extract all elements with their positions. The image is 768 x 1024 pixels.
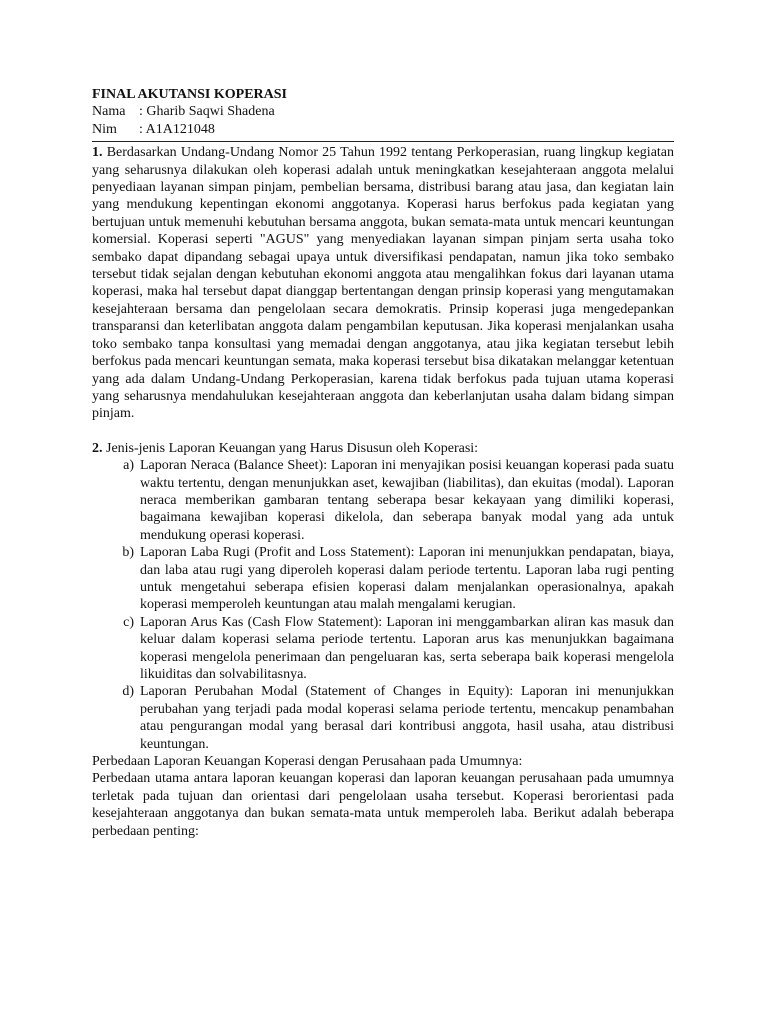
list-item-marker: d)	[122, 684, 134, 700]
paragraph-spacer	[92, 423, 674, 440]
header-divider	[92, 141, 674, 142]
document-title: FINAL AKUTANSI KOPERASI	[92, 87, 288, 102]
answer-2-intro	[92, 440, 674, 457]
name-value: : Gharib Saqwi Shadena	[139, 104, 275, 120]
list-item-text: Laporan Neraca (Balance Sheet): Laporan ini menyajikan posisi keuangan koperasi pada suatu waktu tertentu, dengan menunjukkan aset, kewajiban (liabilitas), dan ekuitas (modal). Laporan neraca memberikan gambaran tentang seberapa besar kekayaan yang dimiliki koperasi, bagaimana kewajiban koperasi dikelola, dan seberapa banyak modal yang ada untuk mendukung operasi koperasi.	[140, 458, 674, 543]
answer-1-text: Berdasarkan Undang-Undang Nomor 25 Tahun 1992 tentang Perkoperasian, ruang lingkup kegiatan yang seharusnya dilakukan oleh koperasi adalah untuk meningkatkan kesejahteraan anggota melalui penyediaan layanan simpan pinjam, pembelian bersama, distribusi barang atau jasa, dan kegiatan lain yang mendukung kepentingan ekonomi anggotanya. Koperasi harus berfokus pada kegiatan yang bertujuan untuk memenuhi kebutuhan bersama anggota, bukan semata-mata untuk mencari keuntungan komersial. Koperasi seperti "AGUS" yang menyediakan layanan simpan pinjam serta usaha toko sembako dapat dipandang sebagai upaya untuk diversifikasi pendapatan, namun jika toko sembako tersebut tidak sejalan dengan kebutuhan ekonomi anggota atau mengalihkan fokus dari layanan utama koperasi, maka hal tersebut dapat dianggap bertentangan dengan prinsip koperasi yang mengutamakan kesejahteraan bersama dan pengelolaan secara demokratis. Prinsip koperasi juga mengedepankan transparansi dan keterlibatan anggota dalam pengambilan keputusan. Jika koperasi menjalankan usaha toko sembako tanpa konsultasi yang memadai dengan anggotanya, atau jika kegiatan tersebut lebih berfokus pada mencari keuntungan semata, maka koperasi tersebut bisa dikatakan melanggar ketentuan yang ada dalam Undang-Undang Perkoperasian, karena tidak berfokus pada tujuan utama koperasi yang seharusnya mendahulukan kesejahteraan anggota dan keberlanjutan usaha dalam bidang simpan pinjam.	[92, 145, 675, 422]
student-nim-row	[92, 121, 674, 138]
difference-heading: Perbedaan Laporan Keuangan Koperasi dengan Perusahaan pada Umumnya:	[92, 754, 523, 770]
list-item	[92, 683, 674, 753]
nim-label: Nim	[92, 121, 117, 137]
report-types-list	[92, 457, 674, 753]
answer-2-number: 2.	[92, 440, 103, 456]
list-item	[92, 457, 674, 544]
list-item-marker: c)	[123, 614, 134, 630]
list-item	[92, 614, 674, 684]
answer-1	[92, 144, 674, 423]
document-body	[92, 86, 674, 840]
student-name-row	[92, 103, 674, 120]
list-item-marker: a)	[123, 458, 134, 474]
answer-1-number: 1.	[92, 145, 103, 161]
difference-text: Perbedaan utama antara laporan keuangan koperasi dan laporan keuangan perusahaan pada umumnya terletak pada tujuan dan orientasi dari pengelolaan usaha tersebut. Koperasi berorientasi pada kesejahteraan anggotanya dan bukan semata-mata untuk memperoleh laba. Berikut adalah beberapa perbedaan penting:	[92, 771, 674, 839]
list-item-text: Laporan Perubahan Modal (Statement of Changes in Equity): Laporan ini menunjukkan perubahan yang terjadi pada modal koperasi selama periode tertentu, mencakup penambahan atau pengurangan modal yang berasal dari kontribusi anggota, hasil usaha, atau distribusi keuntungan.	[140, 684, 674, 752]
list-item	[92, 544, 674, 614]
name-label: Nama	[92, 104, 126, 120]
list-item-text: Laporan Laba Rugi (Profit and Loss Statement): Laporan ini menunjukkan pendapatan, biaya, dan laba atau rugi yang diperoleh koperasi dalam periode tertentu. Laporan laba rugi penting untuk mengetahui seberapa efisien koperasi dalam menjalankan operasionalnya, apakah koperasi memperoleh keuntungan atau malah mengalami kerugian.	[140, 545, 674, 613]
list-item-text: Laporan Arus Kas (Cash Flow Statement): Laporan ini menggambarkan aliran kas masuk dan keluar dalam koperasi selama periode tertentu. Laporan arus kas menunjukkan bagaimana koperasi mengelola penerimaan dan pengeluaran kas, serta seberapa baik koperasi mengelola likuiditas dan solvabilitasnya.	[140, 614, 674, 682]
list-item-marker: b)	[122, 545, 134, 561]
nim-value: : A1A121048	[139, 121, 215, 137]
answer-2-text: Jenis-jenis Laporan Keuangan yang Harus Disusun oleh Koperasi:	[106, 440, 479, 456]
